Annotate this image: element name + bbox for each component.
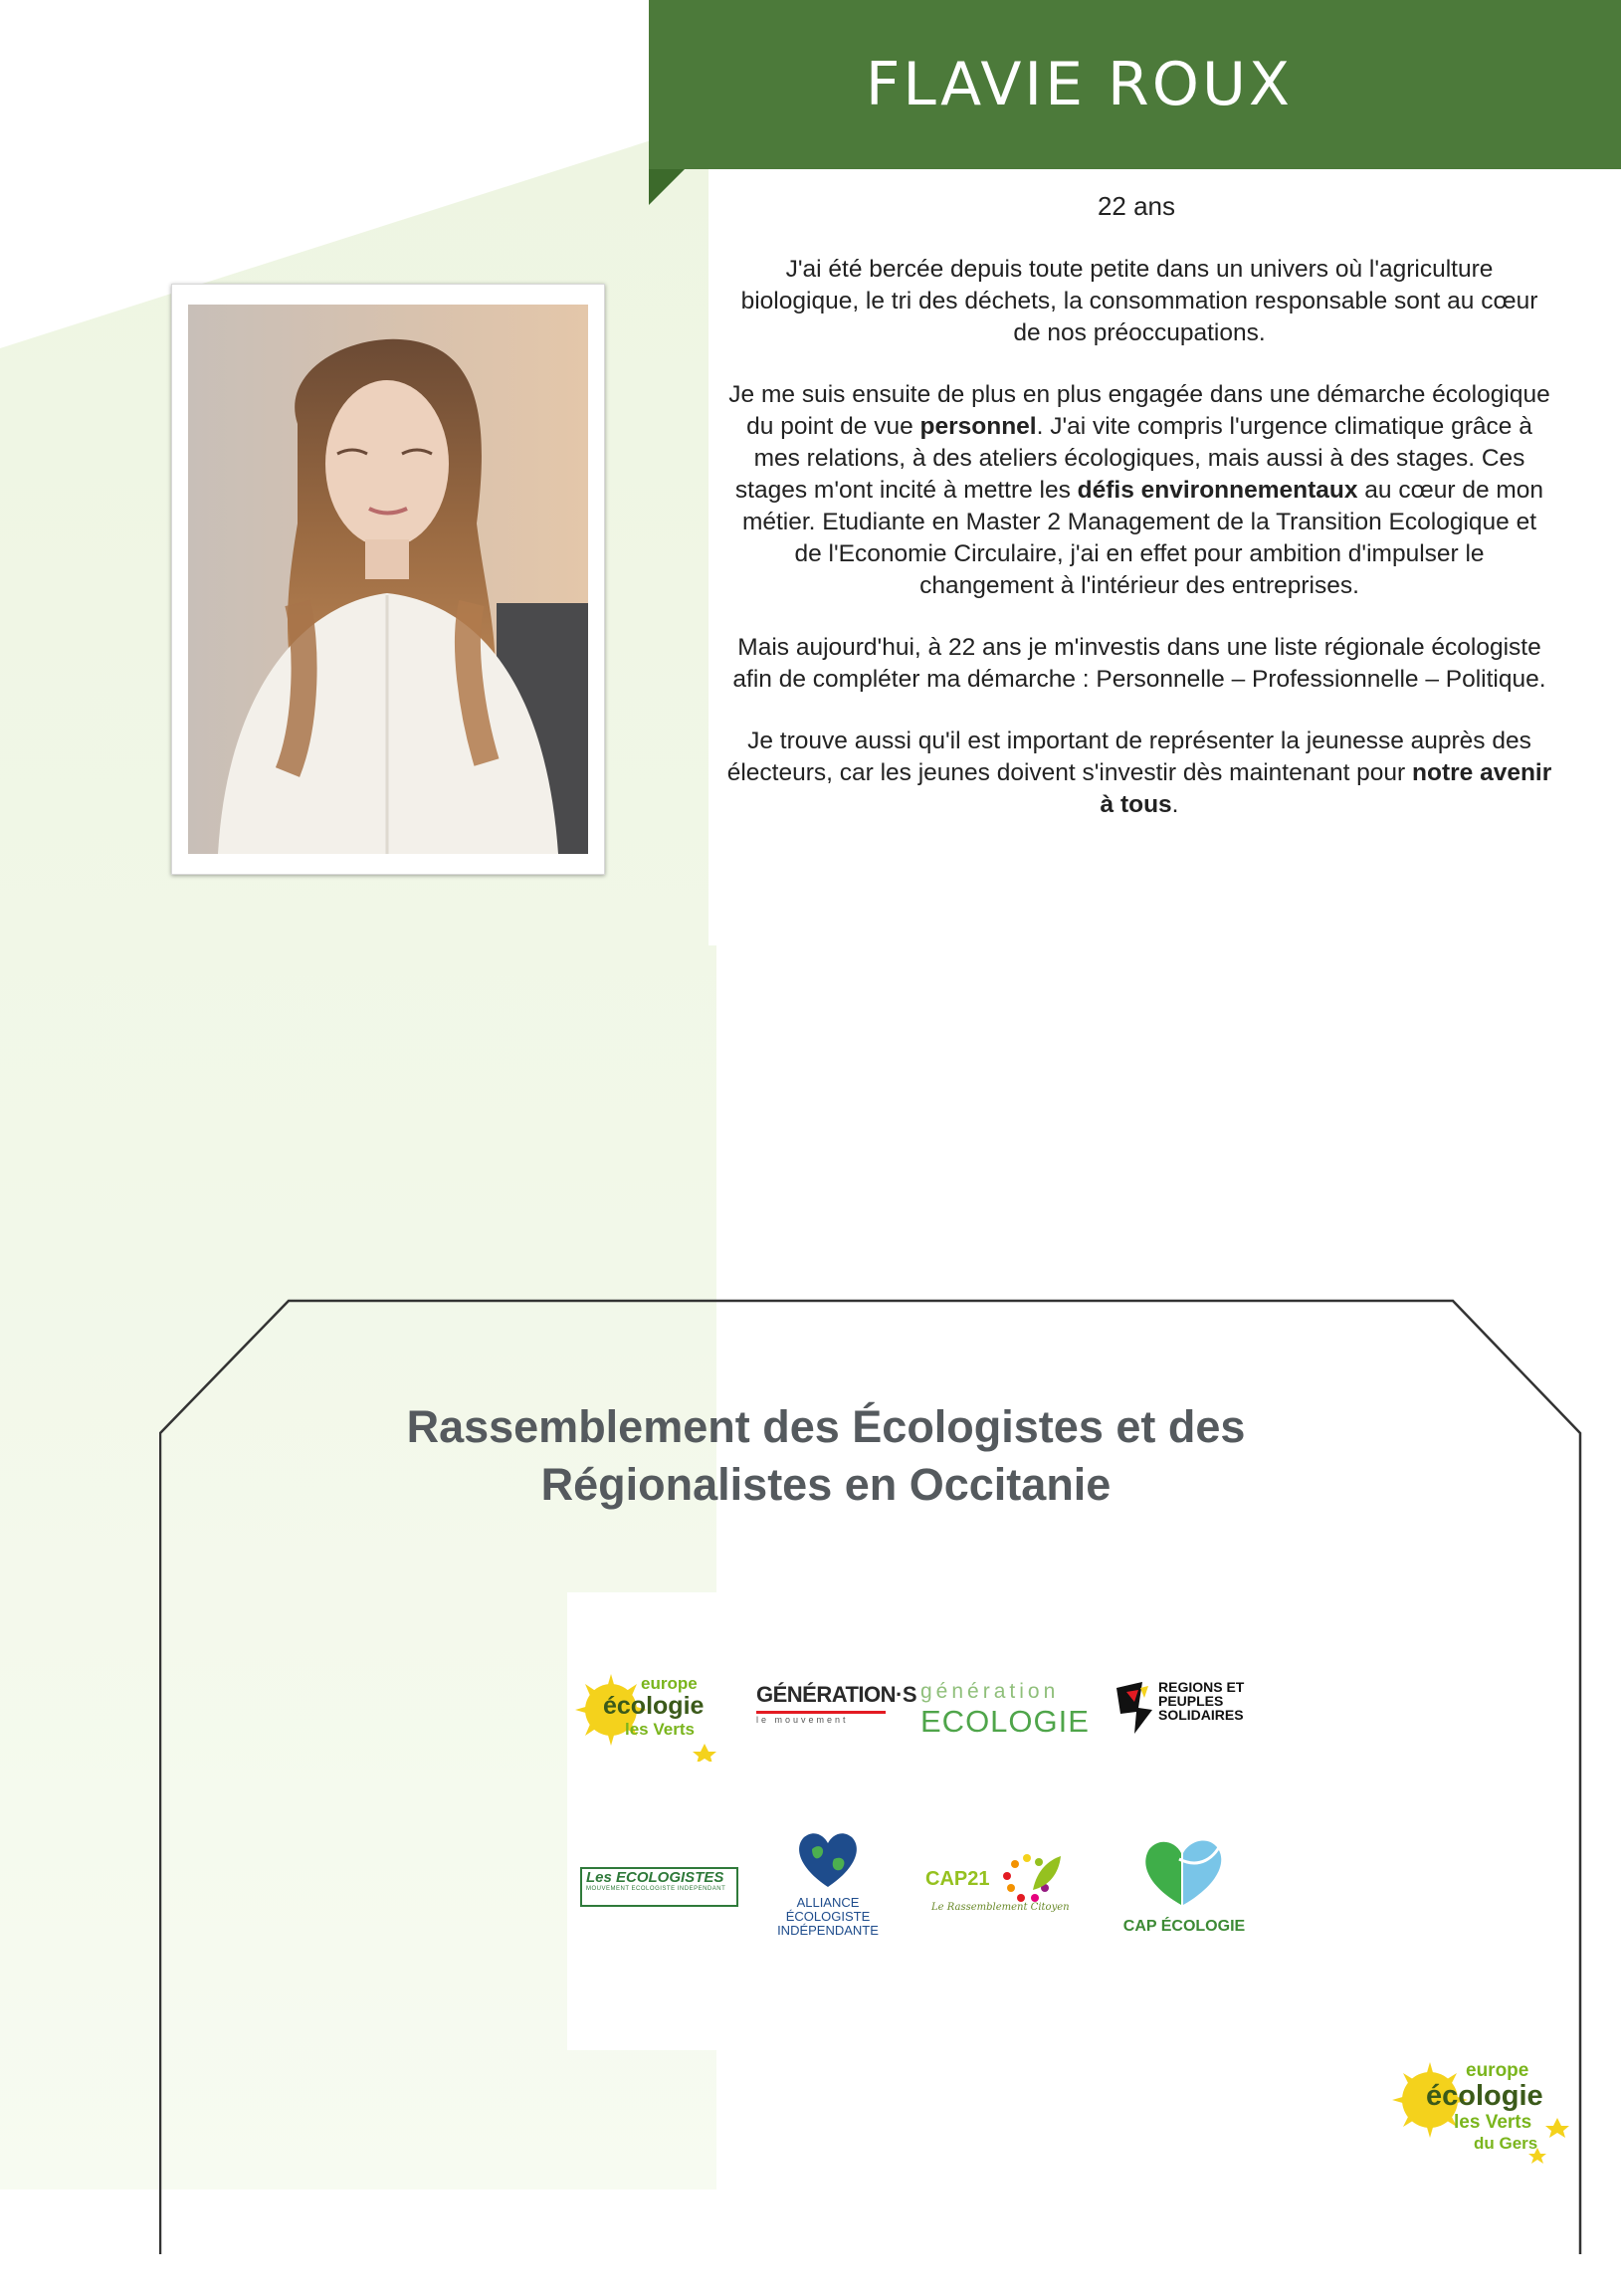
logo-generations-bar <box>756 1711 886 1714</box>
candidate-name: FLAVIE ROUX <box>865 50 1293 119</box>
bio-text: Je trouve aussi qu'il est important de représenter la jeunesse auprès des électeurs, car les jeunes doivent s'investir dès maintenant pour <box>726 728 1531 786</box>
logo-generation-ecologie <box>920 1680 1090 1740</box>
logo-regions-peuples <box>1113 1680 1272 1740</box>
logo-eelv-line3: les Verts <box>625 1720 695 1739</box>
logo-cap-ecologie <box>1119 1829 1249 1939</box>
portrait-card <box>171 284 605 875</box>
logo-gers-line2: écologie <box>1426 2080 1543 2112</box>
logo-ge-line2: ECOLOGIE <box>920 1704 1090 1739</box>
bio-paragraph <box>726 379 1552 602</box>
logo-cap21 <box>925 1846 1085 1926</box>
bio-text: . J'ai vite compris l'urgence climatique grâce à mes relations, à des ateliers écologiques, mais aussi à des stages. Ces stages m'ont incité à mettre les <box>734 413 1532 504</box>
logo-aei-line2: ÉCOLOGISTE <box>785 1909 871 1924</box>
logo-cap21-line2: Le Rassemblement Citoyen <box>931 1902 1070 1913</box>
logo-eelv-line2: écologie <box>603 1692 705 1720</box>
coalition-title-line1: Rassemblement des Écologistes et des <box>406 1401 1246 1452</box>
logo-eelv-line1: europe <box>641 1674 698 1693</box>
bio-text: au cœur de mon métier. Etudiante en Master 2 Management de la Transition Ecologique et de l'Economie Circulaire, j'ai en effet pour ambition d'impulser le changement à l'intérieur des entreprises. <box>741 477 1544 599</box>
logo-gers-line1: europe <box>1466 2060 1529 2081</box>
bio-paragraph <box>726 254 1552 349</box>
logo-gers-line4: du Gers <box>1474 2134 1538 2153</box>
logo-aei-line1: ALLIANCE <box>796 1895 860 1910</box>
logo-generations-line1: GÉNÉRATION·S <box>756 1682 917 1707</box>
bio-text: Mais aujourd'hui, à 22 ans je m'investis dans une liste régionale écologiste afin de compléter ma démarche : Personnelle – Professionnelle – Politique. <box>732 634 1546 693</box>
logo-rps-line1: REGIONS ET <box>1158 1679 1245 1695</box>
bio-text: . <box>1171 791 1179 818</box>
logo-rps-line3: SOLIDAIRES <box>1158 1707 1244 1723</box>
logo-les-ecologistes <box>580 1867 738 1907</box>
bio-text: Je me suis ensuite de plus en plus engagée dans une démarche écologique du point de vue <box>728 381 1550 440</box>
logo-rps-line2: PEUPLES <box>1158 1693 1224 1709</box>
bio-paragraph <box>726 726 1552 821</box>
bio-emphasis: notre avenir à tous <box>1100 759 1552 818</box>
rps-emblem-icon <box>1113 1680 1156 1736</box>
logo-gers-line3: les Verts <box>1454 2112 1532 2133</box>
candidate-age: 22 ans <box>1097 191 1176 221</box>
logo-le-line2: MOUVEMENT ECOLOGISTE INDEPENDANT <box>586 1886 726 1892</box>
partner-logos-panel <box>567 1592 1284 2050</box>
portrait-photo <box>188 305 588 854</box>
coalition-title-line2: Régionalistes en Occitanie <box>540 1459 1112 1510</box>
logo-alliance <box>768 1829 888 1949</box>
logo-ge-line1: génération <box>920 1680 1060 1703</box>
logo-generations-line2: le mouvement <box>756 1715 849 1725</box>
logo-eelv <box>575 1672 724 1762</box>
logo-generations <box>756 1682 917 1732</box>
bio-emphasis: personnel <box>919 413 1037 440</box>
bio-paragraph <box>726 632 1552 696</box>
logo-le-line1: Les ECOLOGISTES <box>586 1869 724 1886</box>
logo-eelv-gers <box>1388 2050 1587 2170</box>
banner-fold <box>649 169 685 205</box>
logo-cap21-line1: CAP21 <box>925 1868 990 1890</box>
coalition-title <box>299 1398 1353 1514</box>
bio-emphasis: défis environnementaux <box>1077 477 1358 504</box>
candidate-bio <box>726 254 1552 851</box>
name-banner <box>649 0 1621 169</box>
portrait-illustration <box>188 305 588 854</box>
bio-text: J'ai été bercée depuis toute petite dans un univers où l'agriculture biologique, le tri des déchets, la consommation responsable sont au cœur de nos préoccupations. <box>740 256 1538 346</box>
logo-cap-ecologie-line1: CAP ÉCOLOGIE <box>1122 1918 1246 1935</box>
logo-aei-line3: INDÉPENDANTE <box>777 1923 879 1938</box>
heart-globe-icon <box>768 1829 888 1889</box>
leaf-heart-icon <box>1119 1829 1249 1909</box>
